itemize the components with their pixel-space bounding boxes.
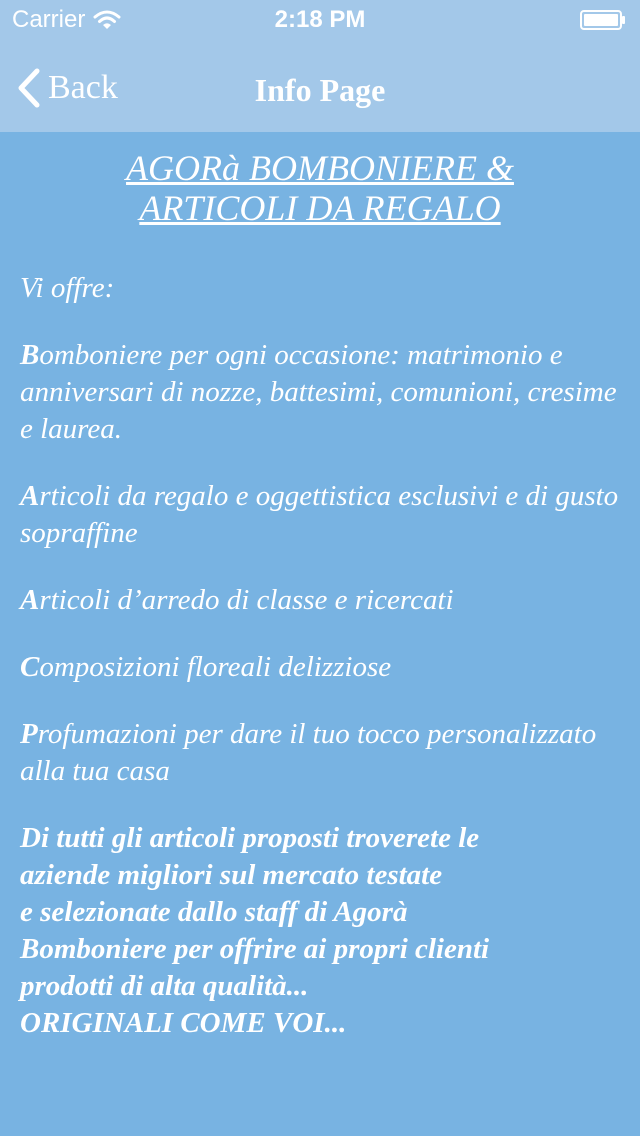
navigation-bar bbox=[0, 40, 640, 132]
status-bar bbox=[0, 0, 640, 40]
info-content bbox=[20, 140, 620, 1042]
carrier-label: Carrier bbox=[12, 6, 86, 33]
slogan: ORIGINALI COME VOI... bbox=[20, 1007, 347, 1039]
closing-line: Di tutti gli articoli proposti troverete le bbox=[20, 822, 480, 854]
closing-line: Bomboniere per offrire ai propri clienti bbox=[20, 933, 490, 965]
offer-item bbox=[20, 716, 620, 790]
closing-line: aziende migliori sul mercato testate bbox=[20, 859, 443, 891]
offer-initial: A bbox=[20, 584, 40, 616]
offer-text: omboniere per ogni occasione: matrimonio e anniversari di nozze, battesimi, comunioni, cresime e laurea. bbox=[20, 339, 617, 445]
closing-paragraph bbox=[20, 820, 620, 1005]
offer-text: rticoli da regalo e oggettistica esclusivi e di gusto sopraffine bbox=[20, 480, 619, 549]
offer-item bbox=[20, 649, 620, 686]
headline-line-1: AGORà BOMBONIERE & bbox=[126, 148, 514, 188]
page-title: Info Page bbox=[254, 72, 386, 108]
offer-item bbox=[20, 478, 620, 552]
offer-initial: P bbox=[20, 718, 38, 750]
offer-item bbox=[20, 337, 620, 448]
status-time: 2:18 PM bbox=[274, 6, 366, 33]
headline bbox=[20, 148, 620, 228]
closing-line: e selezionate dallo staff di Agorà bbox=[20, 896, 408, 928]
back-label: Back bbox=[48, 69, 118, 106]
offer-initial: C bbox=[20, 651, 40, 683]
offer-item bbox=[20, 582, 620, 619]
battery-icon bbox=[580, 10, 626, 30]
intro-text: Vi offre: bbox=[20, 272, 115, 304]
top-bar bbox=[0, 0, 640, 132]
closing-line: prodotti di alta qualità... bbox=[20, 970, 309, 1002]
offer-initial: B bbox=[20, 339, 40, 371]
offer-text: rticoli d’arredo di classe e ricercati bbox=[39, 584, 454, 616]
headline-line-2: ARTICOLI DA REGALO bbox=[139, 188, 501, 228]
offer-text: omposizioni floreali delizziose bbox=[39, 651, 392, 683]
offer-initial: A bbox=[20, 480, 40, 512]
offer-text: rofumazioni per dare il tuo tocco personalizzato alla tua casa bbox=[20, 718, 597, 787]
